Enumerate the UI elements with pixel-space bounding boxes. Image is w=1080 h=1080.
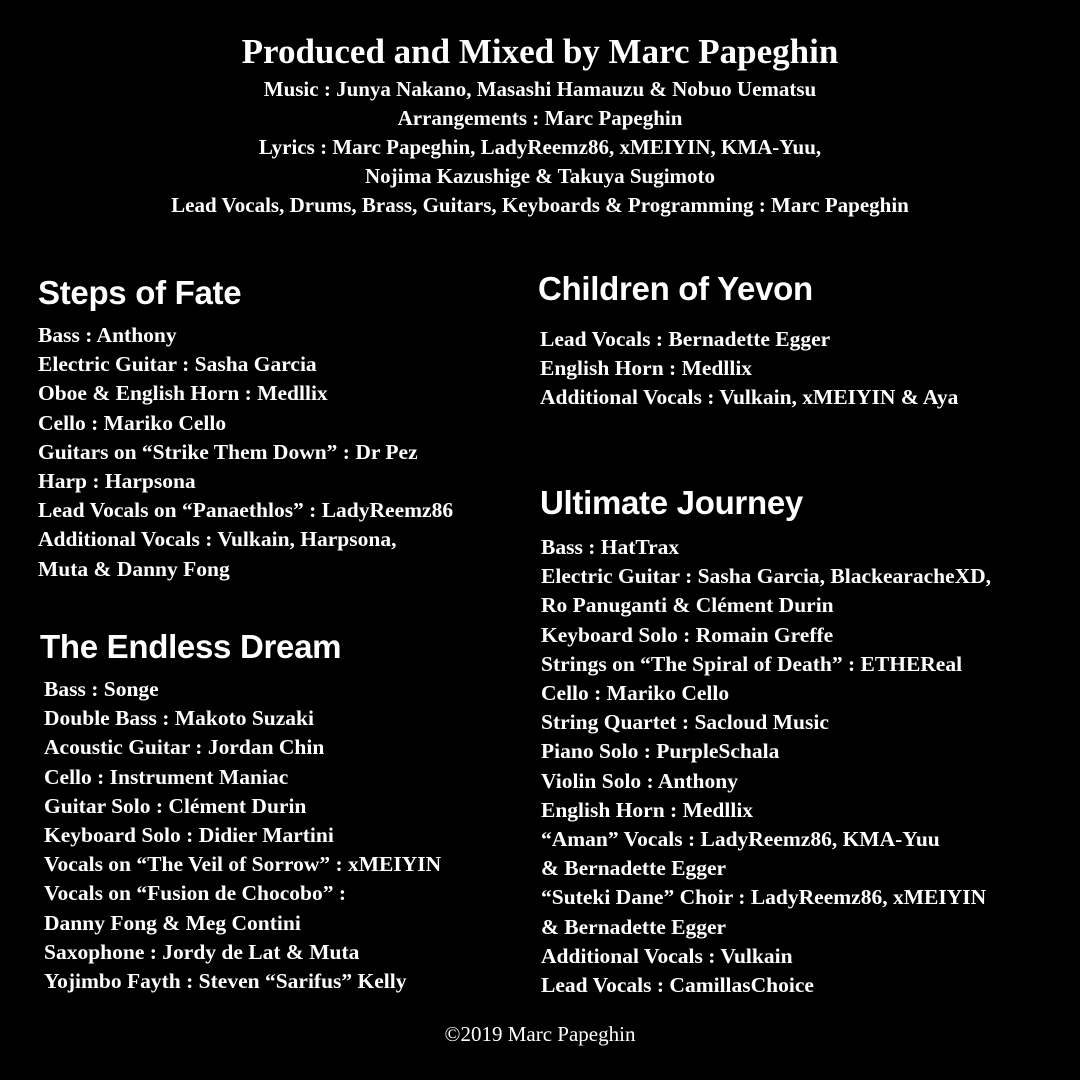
credit-line: & Bernadette Egger [541, 856, 727, 881]
credit-list [538, 325, 958, 413]
credit-line: “Suteki Dane” Choir : LadyReemz86, xMEIYIN [541, 885, 987, 910]
credit-line: Music : Junya Nakano, Masashi Hamauzu & Nobuo Uematsu [263, 77, 817, 101]
section-steps-of-fate [38, 273, 453, 584]
credit-line: String Quartet : Sacloud Music [541, 710, 829, 735]
section-title: Steps of Fate [38, 274, 242, 311]
credit-line: Guitar Solo : Clément Durin [44, 793, 307, 818]
credit-line: Vocals on “Fusion de Chocobo” : [44, 881, 347, 906]
page-title: Produced and Mixed by Marc Papeghin [241, 32, 839, 71]
credit-line: Bass : Songe [44, 677, 159, 701]
credit-line: Strings on “The Spiral of Death” : ETHEReal [541, 651, 963, 676]
credit-line: Double Bass : Makoto Suzaki [44, 706, 314, 731]
credit-line: Bass : Anthony [38, 323, 177, 347]
credit-line: Harp : Harpsona [38, 469, 196, 494]
credit-line: Ro Panuganti & Clément Durin [541, 593, 834, 618]
credit-line: Cello : Mariko Cello [38, 410, 227, 435]
section-children-of-yevon [538, 269, 958, 413]
section-title: Children of Yevon [538, 270, 813, 307]
credit-line: “Aman” Vocals : LadyReemz86, KMA-Yuu [541, 827, 940, 852]
credit-line: English Horn : Medllix [541, 797, 754, 822]
section-ultimate-journey [540, 483, 991, 1000]
credit-line: Oboe & English Horn : Medllix [38, 381, 328, 406]
credit-line: Danny Fong & Meg Contini [44, 910, 301, 935]
section-title: The Endless Dream [40, 628, 342, 665]
credit-list [40, 675, 441, 996]
credit-line: Arrangements : Marc Papeghin [397, 106, 683, 130]
credit-line: Lead Vocals, Drums, Brass, Guitars, Keyboards & Programming : Marc Papeghin [171, 193, 909, 217]
section-title: Ultimate Journey [540, 484, 803, 521]
credit-line: Additional Vocals : Vulkain, Harpsona, [38, 527, 397, 552]
credit-line: Violin Solo : Anthony [541, 768, 738, 793]
credit-line: Lead Vocals on “Panaethlos” : LadyReemz86 [38, 498, 454, 523]
credit-line: Yojimbo Fayth : Steven “Sarifus” Kelly [44, 969, 407, 994]
credit-line: Cello : Mariko Cello [541, 681, 730, 706]
credit-list [38, 321, 453, 584]
credit-line: Piano Solo : PurpleSchala [541, 739, 780, 764]
credit-line: English Horn : Medllix [540, 356, 753, 381]
credit-line: Electric Guitar : Sasha Garcia, BlackearacheXD, [541, 564, 992, 589]
credit-line: Lead Vocals : CamillasChoice [541, 973, 814, 998]
credit-line: Electric Guitar : Sasha Garcia [38, 352, 317, 377]
credit-line: Keyboard Solo : Romain Greffe [541, 622, 834, 647]
credit-line: Lyrics : Marc Papeghin, LadyReemz86, xMEIYIN, KMA-Yuu, [258, 135, 822, 159]
credit-line: Lead Vocals : Bernadette Egger [540, 327, 831, 351]
copyright-notice: ©2019 Marc Papeghin [444, 1022, 636, 1046]
credit-line: Acoustic Guitar : Jordan Chin [44, 735, 325, 760]
credit-line: Keyboard Solo : Didier Martini [44, 823, 334, 848]
header [0, 30, 1080, 220]
credit-line: Bass : HatTrax [541, 535, 680, 559]
credit-line: Cello : Instrument Maniac [44, 764, 289, 789]
credit-line: Muta & Danny Fong [38, 556, 230, 581]
credit-line: Saxophone : Jordy de Lat & Muta [44, 939, 360, 964]
credit-line: Additional Vocals : Vulkain, xMEIYIN & Aya [540, 385, 959, 410]
section-the-endless-dream [40, 627, 441, 996]
credit-list [540, 533, 991, 1000]
credit-line: & Bernadette Egger [541, 914, 727, 939]
credit-line: Vocals on “The Veil of Sorrow” : xMEIYIN [44, 852, 442, 877]
credit-line: Guitars on “Strike Them Down” : Dr Pez [38, 439, 418, 464]
credit-line: Nojima Kazushige & Takuya Sugimoto [364, 164, 716, 188]
credit-line: Additional Vocals : Vulkain [541, 943, 793, 968]
main-credits [0, 75, 1080, 220]
